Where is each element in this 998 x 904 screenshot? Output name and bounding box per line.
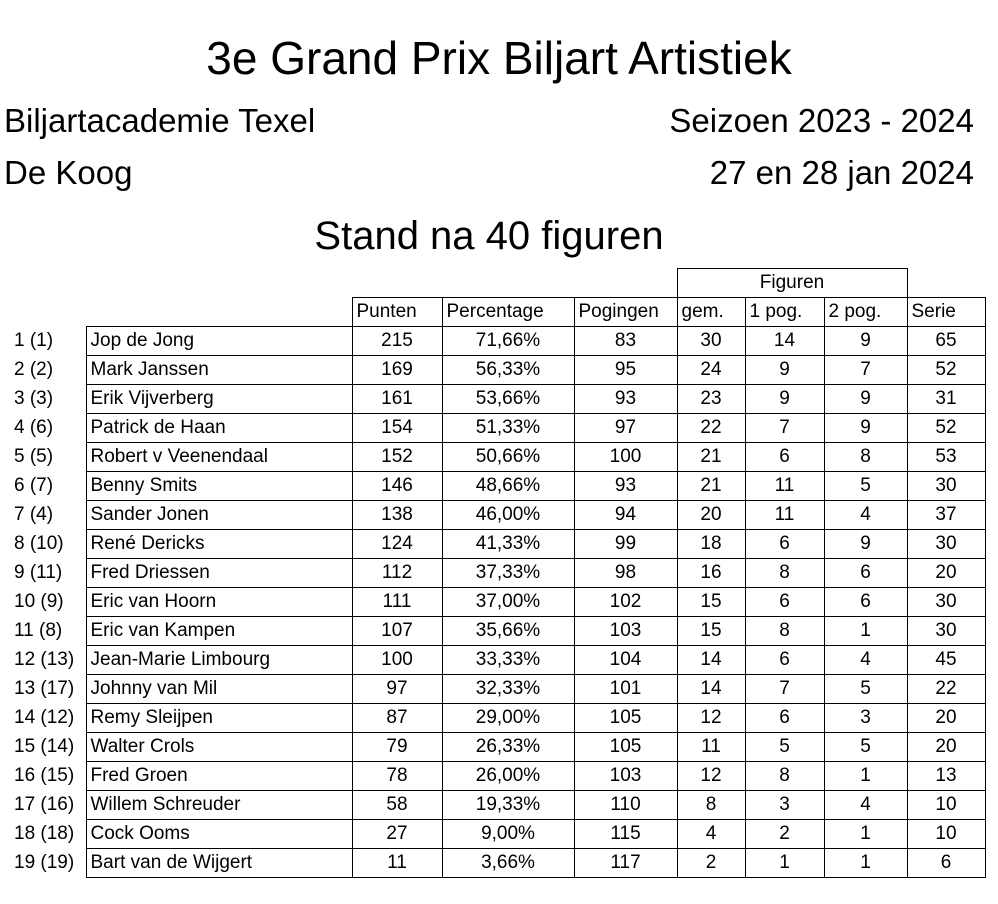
percentage-cell: 53,66% — [442, 385, 574, 414]
player-name-cell: René Dericks — [86, 530, 352, 559]
serie-cell: 30 — [907, 617, 985, 646]
table-row — [10, 443, 985, 472]
table-row — [10, 385, 985, 414]
pog2-cell: 9 — [824, 327, 907, 356]
serie-cell: 65 — [907, 327, 985, 356]
percentage-cell: 41,33% — [442, 530, 574, 559]
col-header-punten: Punten — [352, 298, 442, 327]
pog2-cell: 4 — [824, 501, 907, 530]
percentage-cell: 48,66% — [442, 472, 574, 501]
percentage-cell: 32,33% — [442, 675, 574, 704]
standings-table — [10, 268, 986, 878]
punten-cell: 27 — [352, 820, 442, 849]
punten-cell: 100 — [352, 646, 442, 675]
punten-cell: 215 — [352, 327, 442, 356]
pogingen-cell: 104 — [574, 646, 677, 675]
serie-cell: 30 — [907, 530, 985, 559]
player-name-cell: Mark Janssen — [86, 356, 352, 385]
punten-cell: 97 — [352, 675, 442, 704]
pogingen-cell: 110 — [574, 791, 677, 820]
punten-cell: 11 — [352, 849, 442, 878]
rank-cell: 8 (10) — [14, 533, 64, 554]
percentage-cell: 51,33% — [442, 414, 574, 443]
serie-cell: 53 — [907, 443, 985, 472]
serie-cell: 20 — [907, 733, 985, 762]
pog2-cell: 6 — [824, 559, 907, 588]
player-name-cell: Eric van Kampen — [86, 617, 352, 646]
gem-cell: 21 — [677, 472, 745, 501]
punten-cell: 58 — [352, 791, 442, 820]
player-name-cell: Robert v Veenendaal — [86, 443, 352, 472]
serie-cell: 20 — [907, 559, 985, 588]
punten-cell: 152 — [352, 443, 442, 472]
serie-cell: 10 — [907, 820, 985, 849]
rank-cell: 5 (5) — [14, 446, 54, 467]
gem-cell: 14 — [677, 675, 745, 704]
table-row — [10, 414, 985, 443]
table-row — [10, 356, 985, 385]
gem-cell: 21 — [677, 443, 745, 472]
percentage-cell: 37,00% — [442, 588, 574, 617]
player-name-cell: Benny Smits — [86, 472, 352, 501]
percentage-cell: 26,33% — [442, 733, 574, 762]
percentage-cell: 46,00% — [442, 501, 574, 530]
pog1-cell: 14 — [745, 327, 824, 356]
pog2-cell: 4 — [824, 791, 907, 820]
pogingen-cell: 103 — [574, 617, 677, 646]
pog2-cell: 1 — [824, 617, 907, 646]
pog2-cell: 9 — [824, 530, 907, 559]
serie-cell: 20 — [907, 704, 985, 733]
group-header-row — [10, 269, 985, 298]
pog1-cell: 3 — [745, 791, 824, 820]
pog1-cell: 1 — [745, 849, 824, 878]
pog1-cell: 11 — [745, 501, 824, 530]
venue-label: Biljartacademie Texel — [4, 102, 316, 139]
gem-cell: 22 — [677, 414, 745, 443]
pogingen-cell: 115 — [574, 820, 677, 849]
percentage-cell: 35,66% — [442, 617, 574, 646]
serie-cell: 6 — [907, 849, 985, 878]
percentage-cell: 9,00% — [442, 820, 574, 849]
pog2-cell: 1 — [824, 820, 907, 849]
pog2-cell: 5 — [824, 733, 907, 762]
serie-cell: 37 — [907, 501, 985, 530]
table-row — [10, 617, 985, 646]
col-header-pogingen: Pogingen — [574, 298, 677, 327]
punten-cell: 169 — [352, 356, 442, 385]
pog2-cell: 5 — [824, 675, 907, 704]
pog1-cell: 7 — [745, 675, 824, 704]
table-row — [10, 733, 985, 762]
pog1-cell: 9 — [745, 356, 824, 385]
rank-cell: 19 (19) — [14, 852, 75, 873]
table-row — [10, 704, 985, 733]
rank-cell: 6 (7) — [14, 475, 54, 496]
punten-cell: 87 — [352, 704, 442, 733]
pogingen-cell: 105 — [574, 704, 677, 733]
rank-cell: 1 (1) — [14, 330, 54, 351]
dates-label: 27 en 28 jan 2024 — [709, 154, 974, 191]
table-row — [10, 820, 985, 849]
pogingen-cell: 93 — [574, 472, 677, 501]
page-title: 3e Grand Prix Biljart Artistiek — [206, 32, 792, 84]
gem-cell: 15 — [677, 588, 745, 617]
serie-cell: 10 — [907, 791, 985, 820]
player-name-cell: Jop de Jong — [86, 327, 352, 356]
percentage-cell: 37,33% — [442, 559, 574, 588]
player-name-cell: Willem Schreuder — [86, 791, 352, 820]
table-row — [10, 559, 985, 588]
table-row — [10, 675, 985, 704]
pogingen-cell: 100 — [574, 443, 677, 472]
rank-cell: 17 (16) — [14, 794, 75, 815]
rank-cell: 3 (3) — [14, 388, 54, 409]
pog1-cell: 6 — [745, 530, 824, 559]
col-header-gem: gem. — [677, 298, 745, 327]
player-name-cell: Fred Groen — [86, 762, 352, 791]
pogingen-cell: 94 — [574, 501, 677, 530]
pog2-cell: 5 — [824, 472, 907, 501]
punten-cell: 161 — [352, 385, 442, 414]
rank-cell: 9 (11) — [14, 562, 63, 583]
punten-cell: 146 — [352, 472, 442, 501]
player-name-cell: Walter Crols — [86, 733, 352, 762]
rank-cell: 4 (6) — [14, 417, 54, 438]
table-row — [10, 762, 985, 791]
col-header-2pog: 2 pog. — [824, 298, 907, 327]
player-name-cell: Remy Sleijpen — [86, 704, 352, 733]
pog2-cell: 1 — [824, 762, 907, 791]
player-name-cell: Erik Vijverberg — [86, 385, 352, 414]
gem-cell: 15 — [677, 617, 745, 646]
pogingen-cell: 101 — [574, 675, 677, 704]
column-header-row — [10, 298, 985, 327]
col-header-1pog: 1 pog. — [745, 298, 824, 327]
percentage-cell: 56,33% — [442, 356, 574, 385]
gem-cell: 12 — [677, 704, 745, 733]
pogingen-cell: 93 — [574, 385, 677, 414]
percentage-cell: 29,00% — [442, 704, 574, 733]
gem-cell: 30 — [677, 327, 745, 356]
player-name-cell: Sander Jonen — [86, 501, 352, 530]
gem-cell: 18 — [677, 530, 745, 559]
pogingen-cell: 99 — [574, 530, 677, 559]
pog2-cell: 3 — [824, 704, 907, 733]
percentage-cell: 19,33% — [442, 791, 574, 820]
pog1-cell: 8 — [745, 617, 824, 646]
punten-cell: 112 — [352, 559, 442, 588]
gem-cell: 11 — [677, 733, 745, 762]
rank-cell: 15 (14) — [14, 736, 75, 757]
pog1-cell: 6 — [745, 443, 824, 472]
punten-cell: 124 — [352, 530, 442, 559]
serie-cell: 30 — [907, 472, 985, 501]
percentage-cell: 50,66% — [442, 443, 574, 472]
pog1-cell: 9 — [745, 385, 824, 414]
rank-cell: 2 (2) — [14, 359, 54, 380]
player-name-cell: Johnny van Mil — [86, 675, 352, 704]
serie-cell: 52 — [907, 356, 985, 385]
pog2-cell: 6 — [824, 588, 907, 617]
percentage-cell: 33,33% — [442, 646, 574, 675]
player-name-cell: Eric van Hoorn — [86, 588, 352, 617]
percentage-cell: 3,66% — [442, 849, 574, 878]
player-name-cell: Patrick de Haan — [86, 414, 352, 443]
table-row — [10, 849, 985, 878]
punten-cell: 79 — [352, 733, 442, 762]
pog1-cell: 5 — [745, 733, 824, 762]
gem-cell: 12 — [677, 762, 745, 791]
pog1-cell: 8 — [745, 762, 824, 791]
pogingen-cell: 103 — [574, 762, 677, 791]
player-name-cell: Cock Ooms — [86, 820, 352, 849]
table-row — [10, 501, 985, 530]
punten-cell: 154 — [352, 414, 442, 443]
pog1-cell: 6 — [745, 646, 824, 675]
table-row — [10, 327, 985, 356]
season-label: Seizoen 2023 - 2024 — [669, 102, 974, 139]
col-header-percentage: Percentage — [442, 298, 574, 327]
percentage-cell: 26,00% — [442, 762, 574, 791]
pog2-cell: 7 — [824, 356, 907, 385]
pog2-cell: 8 — [824, 443, 907, 472]
serie-cell: 52 — [907, 414, 985, 443]
table-row — [10, 530, 985, 559]
gem-cell: 24 — [677, 356, 745, 385]
gem-cell: 8 — [677, 791, 745, 820]
player-name-cell: Fred Driessen — [86, 559, 352, 588]
rank-cell: 14 (12) — [14, 707, 75, 728]
table-row — [10, 472, 985, 501]
pogingen-cell: 105 — [574, 733, 677, 762]
gem-cell: 2 — [677, 849, 745, 878]
punten-cell: 111 — [352, 588, 442, 617]
pog1-cell: 6 — [745, 588, 824, 617]
pogingen-cell: 83 — [574, 327, 677, 356]
pogingen-cell: 117 — [574, 849, 677, 878]
percentage-cell: 71,66% — [442, 327, 574, 356]
rank-cell: 7 (4) — [14, 504, 54, 525]
table-row — [10, 646, 985, 675]
player-name-cell: Bart van de Wijgert — [86, 849, 352, 878]
pog1-cell: 8 — [745, 559, 824, 588]
pog1-cell: 2 — [745, 820, 824, 849]
rank-cell: 12 (13) — [14, 649, 75, 670]
serie-cell: 31 — [907, 385, 985, 414]
col-header-serie: Serie — [907, 298, 985, 327]
rank-cell: 18 (18) — [14, 823, 75, 844]
location-label: De Koog — [4, 154, 133, 191]
pogingen-cell: 95 — [574, 356, 677, 385]
player-name-cell: Jean-Marie Limbourg — [86, 646, 352, 675]
pogingen-cell: 102 — [574, 588, 677, 617]
gem-cell: 4 — [677, 820, 745, 849]
pog1-cell: 11 — [745, 472, 824, 501]
table-row — [10, 588, 985, 617]
pog1-cell: 6 — [745, 704, 824, 733]
rank-cell: 11 (8) — [14, 620, 63, 641]
pogingen-cell: 98 — [574, 559, 677, 588]
punten-cell: 107 — [352, 617, 442, 646]
rank-cell: 10 (9) — [14, 591, 64, 612]
pog2-cell: 1 — [824, 849, 907, 878]
gem-cell: 20 — [677, 501, 745, 530]
figuren-group-header: Figuren — [677, 269, 907, 298]
pogingen-cell: 97 — [574, 414, 677, 443]
pog2-cell: 4 — [824, 646, 907, 675]
serie-cell: 45 — [907, 646, 985, 675]
pog2-cell: 9 — [824, 385, 907, 414]
gem-cell: 23 — [677, 385, 745, 414]
serie-cell: 22 — [907, 675, 985, 704]
rank-cell: 13 (17) — [14, 678, 75, 699]
table-row — [10, 791, 985, 820]
standings-subtitle: Stand na 40 figuren — [314, 214, 664, 258]
rank-cell: 16 (15) — [14, 765, 75, 786]
serie-cell: 30 — [907, 588, 985, 617]
gem-cell: 16 — [677, 559, 745, 588]
pog2-cell: 9 — [824, 414, 907, 443]
serie-cell: 13 — [907, 762, 985, 791]
punten-cell: 138 — [352, 501, 442, 530]
gem-cell: 14 — [677, 646, 745, 675]
pog1-cell: 7 — [745, 414, 824, 443]
punten-cell: 78 — [352, 762, 442, 791]
